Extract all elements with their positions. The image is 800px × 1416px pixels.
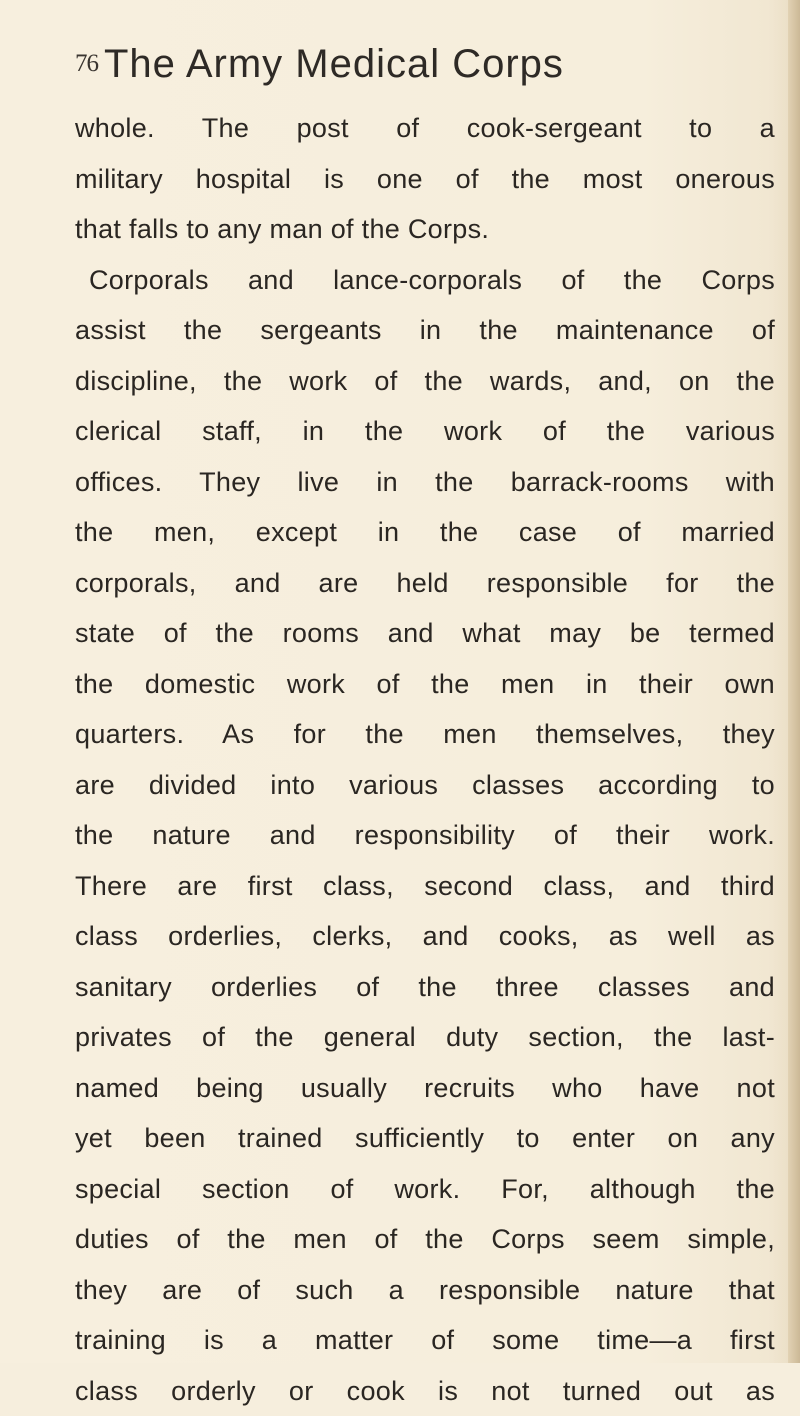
text-line: quarters. As for the men themselves, they (75, 709, 775, 760)
text-line: special section of work. For, although the (75, 1164, 775, 1215)
text-line: duties of the men of the Corps seem simple, (75, 1214, 775, 1265)
text-line: state of the rooms and what may be termed (75, 608, 775, 659)
page-edge (788, 0, 800, 1363)
body-text (75, 103, 775, 1416)
text-line: offices. They live in the barrack-rooms with (75, 457, 775, 508)
text-line: the men, except in the case of married (75, 507, 775, 558)
text-line: they are of such a responsible nature that (75, 1265, 775, 1316)
text-line: that falls to any man of the Corps. (75, 204, 775, 255)
text-line: military hospital is one of the most onerous (75, 154, 775, 205)
text-line: corporals, and are held responsible for the (75, 558, 775, 609)
text-line: assist the sergeants in the maintenance of (75, 305, 775, 356)
running-header (75, 42, 564, 102)
text-line: the domestic work of the men in their own (75, 659, 775, 710)
text-line: privates of the general duty section, the last- (75, 1012, 775, 1063)
page-number: 76 (75, 50, 98, 78)
text-line: clerical staff, in the work of the various (75, 406, 775, 457)
text-line: class orderly or cook is not turned out as (75, 1366, 775, 1416)
text-line: are divided into various classes according to (75, 760, 775, 811)
text-line: There are first class, second class, and third (75, 861, 775, 912)
running-title: The Army Medical Corps (104, 42, 564, 87)
text-line: the nature and responsibility of their work. (75, 810, 775, 861)
text-line: discipline, the work of the wards, and, on the (75, 356, 775, 407)
text-line: Corporals and lance-corporals of the Corps (75, 255, 775, 306)
text-line: whole. The post of cook-sergeant to a (75, 103, 775, 154)
text-line: training is a matter of some time—a first (75, 1315, 775, 1366)
text-line: yet been trained sufficiently to enter on any (75, 1113, 775, 1164)
text-line: class orderlies, clerks, and cooks, as well as (75, 911, 775, 962)
text-line: named being usually recruits who have not (75, 1063, 775, 1114)
text-line: sanitary orderlies of the three classes and (75, 962, 775, 1013)
